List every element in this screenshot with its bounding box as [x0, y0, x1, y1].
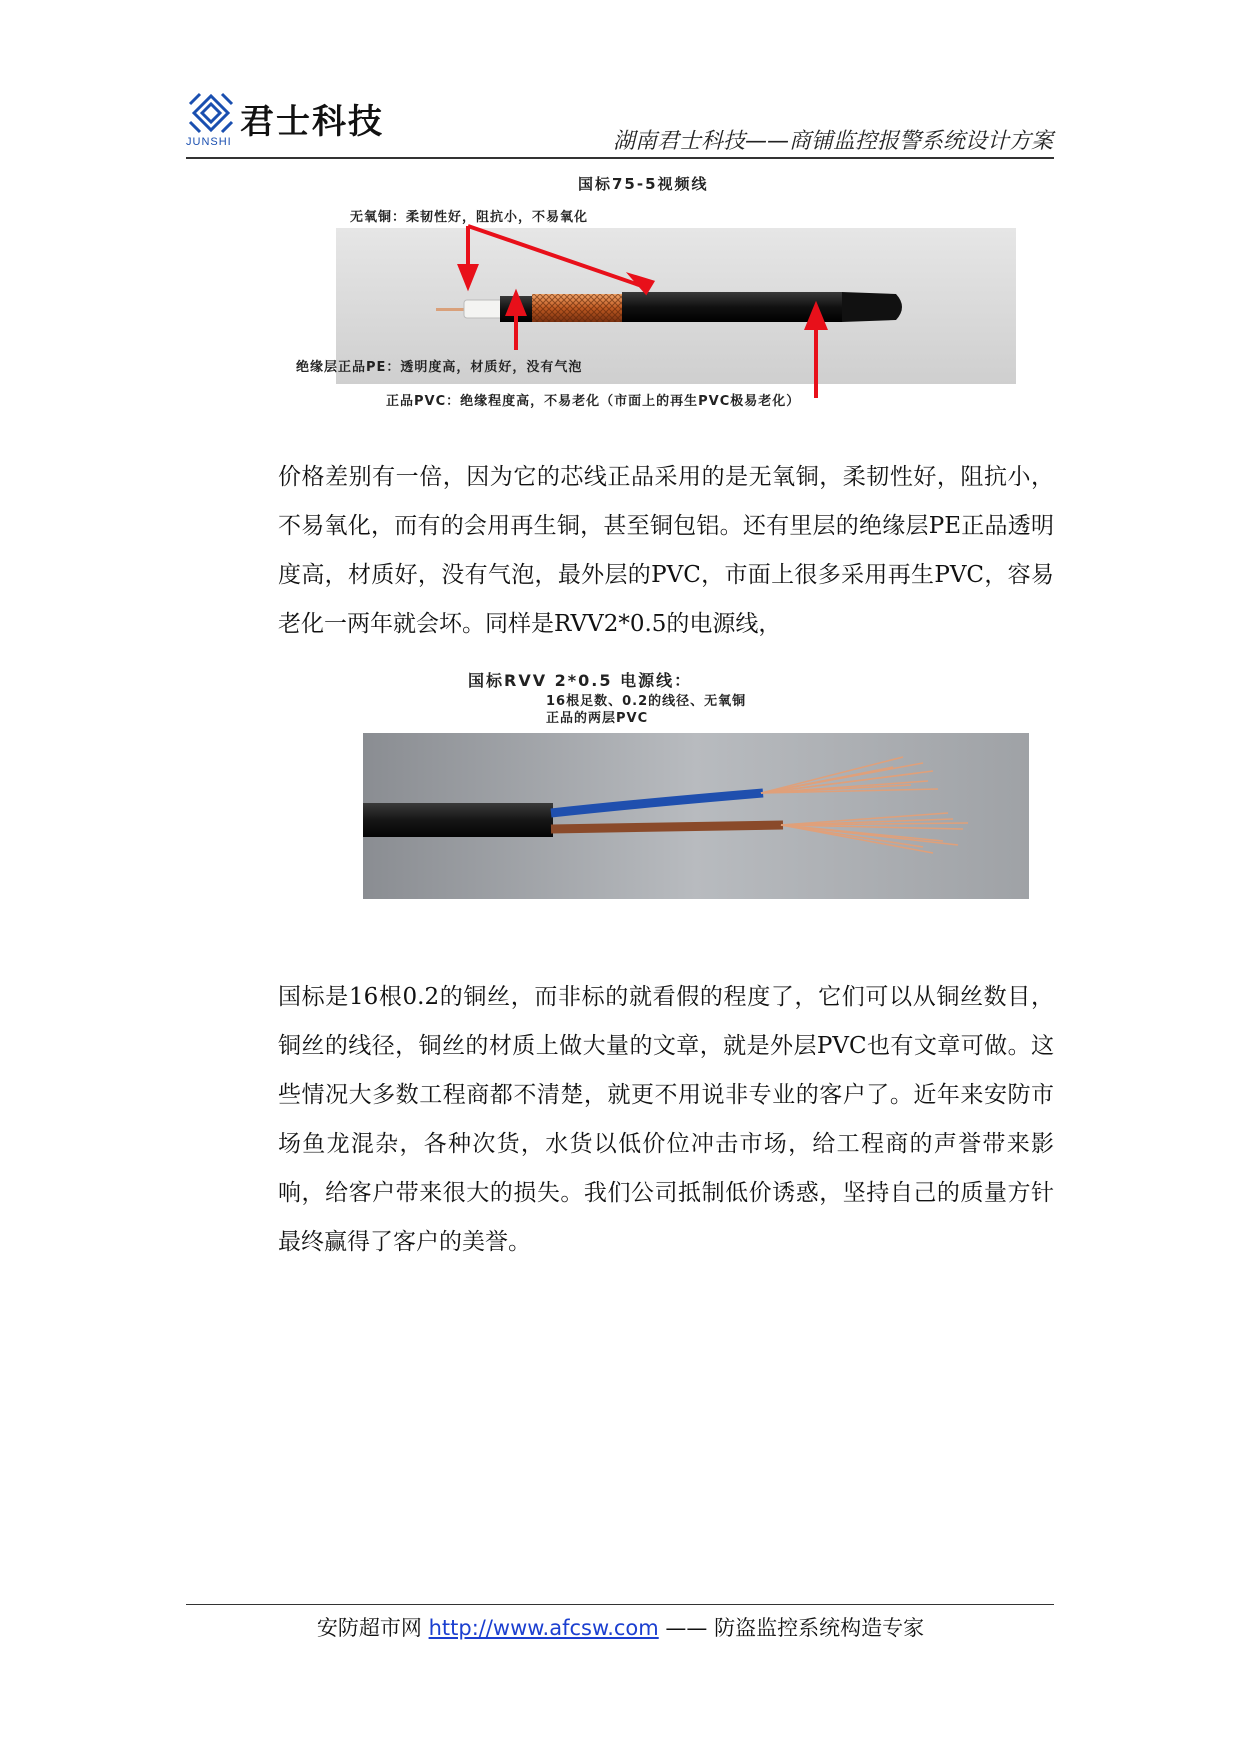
figure2-note-pvc: 正品的两层PVC — [546, 711, 649, 726]
page-footer — [0, 1612, 1241, 1642]
figure1-note-pvc: 正品PVC：绝缘程度高，不易老化（市面上的再生PVC极易老化） — [386, 394, 801, 409]
footer-website-link[interactable]: http://www.afcsw.com — [428, 1616, 659, 1640]
figure1-note-copper: 无氧铜：柔韧性好，阻抗小，不易氧化 — [350, 210, 589, 225]
brand-name-en: JUNSHI — [186, 136, 232, 148]
header-title: 湖南君士科技——商铺监控报警系统设计方案 — [612, 129, 1053, 154]
header-divider — [186, 157, 1054, 159]
brand-name-cn: 君士科技 — [240, 102, 384, 142]
figure1-title: 国标75-5视频线 — [578, 175, 709, 193]
company-logo — [186, 90, 406, 152]
footer-slogan: —— 防盗监控系统构造专家 — [658, 1616, 925, 1640]
footer-site-name: 安防超市网 — [316, 1616, 429, 1640]
figure2-title: 国标RVV 2*0.5 电源线： — [468, 671, 693, 690]
figure2-note-strands: 16根足数、0.2的线径、无氧铜 — [546, 694, 747, 709]
body-paragraph-1: 价格差别有一倍，因为它的芯线正品采用的是无氧铜，柔韧性好，阻抗小，不易氧化，而有的会用再生铜，甚至铜包铝。还有里层的绝缘层PE正品透明度高，材质好，没有气泡，最外层的PVC，市面上很多采用再生PVC，容易老化一两年就会坏。同样是RVV2*0.5的电源线， — [278, 464, 1054, 637]
logo-knot-icon — [186, 90, 236, 136]
footer-divider — [186, 1604, 1054, 1605]
figure1-note-pe: 绝缘层正品PE：透明度高，材质好，没有气泡 — [296, 360, 583, 375]
body-paragraph-2: 国标是16根0.2的铜丝，而非标的就看假的程度了，它们可以从铜丝数目，铜丝的线径，铜丝的材质上做大量的文章，就是外层PVC也有文章可做。这些情况大多数工程商都不清楚，就更不用说非专业的客户了。近年来安防市场鱼龙混杂，各种次货，水货以低价位冲击市场，给工程商的声誉带来影响，给客户带来很大的损失。我们公司抵制低价诱惑，坚持自己的质量方针最终赢得了客户的美誉。 — [278, 984, 1054, 1255]
power-cable-photo — [363, 733, 1029, 899]
